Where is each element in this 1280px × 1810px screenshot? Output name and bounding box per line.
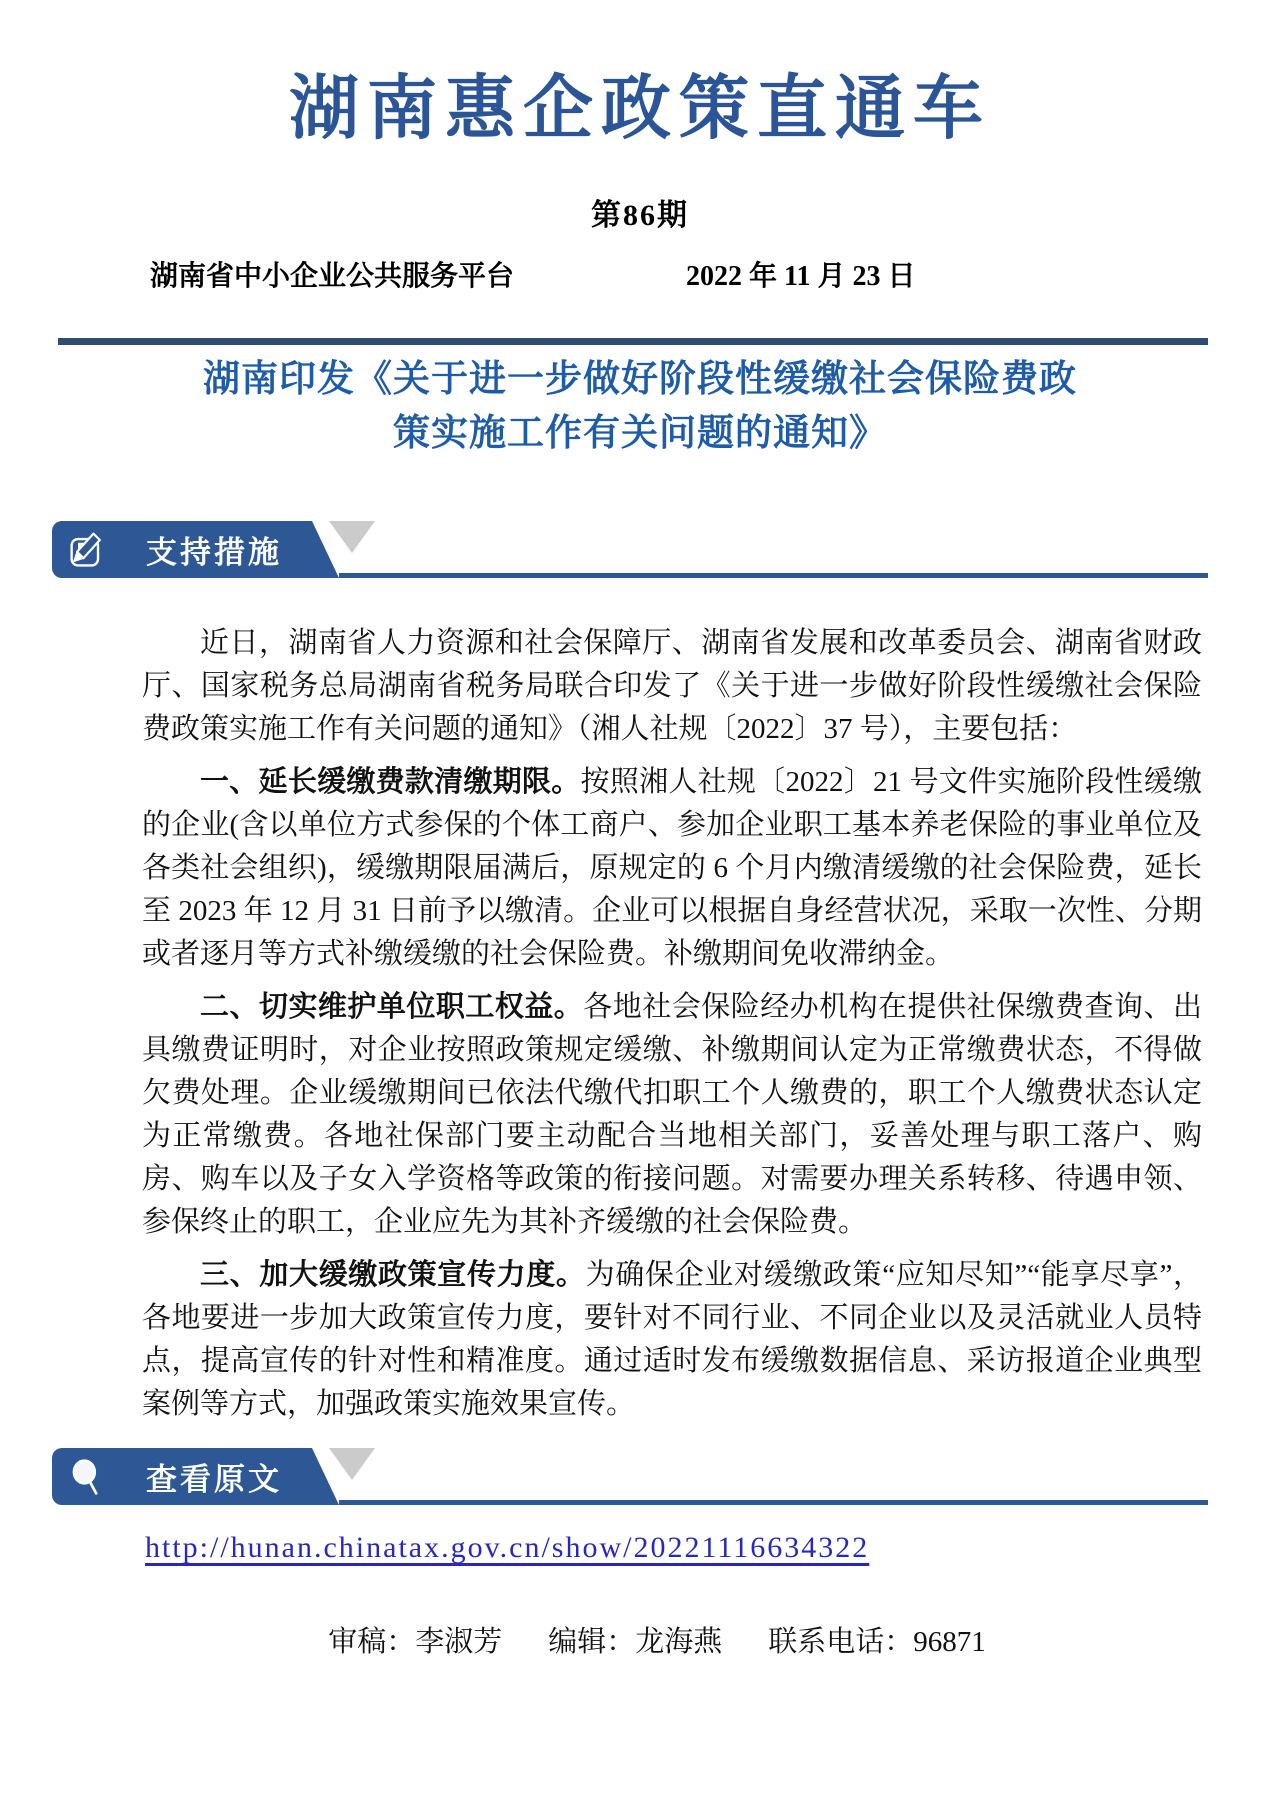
publish-date: 2022 年 11 月 23 日 <box>686 261 916 292</box>
paragraph-item3 <box>142 1254 1202 1426</box>
footer-editor: 编辑：龙海燕 <box>548 1626 723 1658</box>
chevron-down-icon <box>329 521 375 553</box>
source-banner-rule <box>339 1500 1208 1505</box>
platform-name: 湖南省中小企业公共服务平台 <box>150 261 515 292</box>
paragraph-item3-lead: 三、加大缓缴政策宣传力度。 <box>200 1259 586 1291</box>
article-heading-line1: 湖南印发《关于进一步做好阶段性缓缴社会保险费政 <box>203 359 1077 400</box>
issue-number: 第86期 <box>591 199 689 232</box>
footer-phone: 联系电话：96871 <box>768 1626 986 1658</box>
header-divider-rule <box>58 338 1208 345</box>
footer-credits <box>0 1619 1280 1660</box>
footer-reviewer: 审稿：李淑芳 <box>328 1626 503 1658</box>
support-section-banner <box>52 521 1208 578</box>
support-banner-rule <box>339 573 1208 578</box>
paragraph-item1-text: 按照湘人社规〔2022〕21 号文件实施阶段性缓缴的企业(含以单位方式参保的个体工商户、参加企业职工基本养老保险的事业单位及各类社会组织)，缓缴期限届满后，原规定的 6 个月内缴清缓缴的社会保险费，延长至 2023 年 12 月 31 日前予以缴清。企业可以根据自身经营状况，采取一次性、分期或者逐月等方式补缴缓缴的社会保险费。补缴期间免收滞纳金。 <box>142 766 1202 970</box>
source-section-banner <box>52 1448 1208 1505</box>
paragraph-item1 <box>142 761 1202 976</box>
source-banner-bar <box>52 1448 312 1505</box>
paragraph-item2-lead: 二、切实维护单位职工权益。 <box>200 991 584 1023</box>
source-url-link[interactable]: http://hunan.chinatax.gov.cn/show/20221116634322 <box>145 1531 870 1564</box>
paragraph-intro-text: 近日，湖南省人力资源和社会保障厅、湖南省发展和改革委员会、湖南省财政厅、国家税务总局湖南省税务局联合印发了《关于进一步做好阶段性缓缴社会保险费政策实施工作有关问题的通知》（湘人社规〔2022〕37 号），主要包括： <box>142 627 1202 745</box>
support-banner-bar <box>52 521 312 578</box>
support-banner-label: 支持措施 <box>146 535 282 570</box>
article-body <box>142 622 1202 1426</box>
article-heading-line2: 策实施工作有关问题的通知》 <box>393 413 887 454</box>
article-heading <box>0 353 1280 461</box>
source-banner-label: 查看原文 <box>146 1462 282 1497</box>
pencil-note-icon <box>68 530 108 570</box>
paragraph-intro <box>142 622 1202 751</box>
source-link-row <box>145 1531 1208 1565</box>
paragraph-item2 <box>142 986 1202 1244</box>
paragraph-item2-text: 各地社会保险经办机构在提供社保缴费查询、出具缴费证明时，对企业按照政策规定缓缴、补缴期间认定为正常缴费状态，不得做欠费处理。企业缓缴期间已依法代缴代扣职工个人缴费的，职工个人缴费状态认定为正常缴费。各地社保部门要主动配合当地相关部门，妥善处理与职工落户、购房、购车以及子女入学资格等政策的衔接问题。对需要办理关系转移、待遇申领、参保终止的职工，企业应先为其补齐缓缴的社会保险费。 <box>142 991 1202 1238</box>
header-meta-row <box>150 260 1280 294</box>
paragraph-item3-text: 为确保企业对缓缴政策“应知尽知”“能享尽享”，各地要进一步加大政策宣传力度，要针对不同行业、不同企业以及灵活就业人员特点，提高宣传的针对性和精准度。通过适时发布缓缴数据信息、采访报道企业典型案例等方式，加强政策实施效果宣传。 <box>142 1259 1202 1420</box>
page-title: 湖南惠企政策直通车 <box>289 71 991 148</box>
magnifier-icon <box>68 1457 108 1497</box>
paragraph-item1-lead: 一、延长缓缴费款清缴期限。 <box>200 766 581 798</box>
chevron-down-icon <box>329 1448 375 1480</box>
